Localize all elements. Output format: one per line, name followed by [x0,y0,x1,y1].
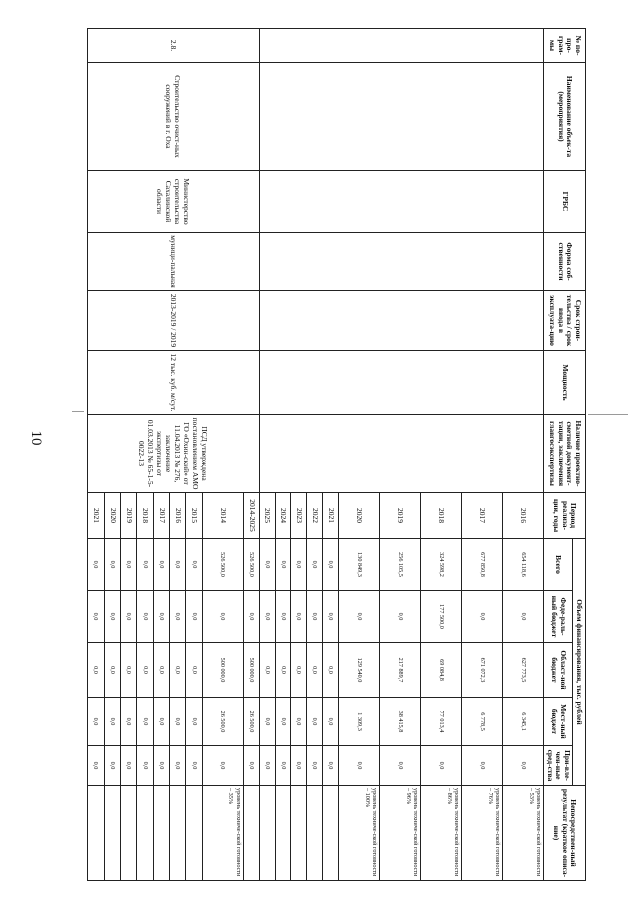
continued-empty-cell [259,63,543,171]
amount-cell-federal: 0,0 [243,591,259,643]
amount-cell-federal: 0,0 [120,591,136,643]
amount-cell-local: 6 345,1 [503,698,544,746]
table-body [88,29,544,881]
result-cell: уровень техниче-ской готовности – 76% [462,786,503,881]
amount-cell-regional: 500 000,0 [243,643,259,698]
left-margin-line [72,411,84,412]
amount-cell-total: 677 850,8 [462,539,503,591]
period-cell: 2016 [170,493,186,539]
result-cell: уровень техниче-ской готовности – 35% [202,786,243,881]
amount-cell-local: 1 309,3 [339,698,380,746]
amount-cell-local: 0,0 [170,698,186,746]
amount-cell-attracted: 0,0 [170,746,186,786]
amount-cell-regional: 0,0 [307,643,323,698]
amount-cell-attracted: 0,0 [259,746,275,786]
result-cell [120,786,136,881]
item-ownership: муници-пальная [88,233,260,291]
amount-cell-local: 0,0 [137,698,153,746]
header-num: № по-про-грам-мы [544,29,586,63]
funding-table [87,28,586,881]
result-cell [323,786,339,881]
result-cell [291,786,307,881]
amount-cell-federal: 0,0 [202,591,243,643]
amount-cell-regional: 627 773,5 [503,643,544,698]
amount-cell-attracted: 0,0 [421,746,462,786]
amount-cell-regional: 0,0 [120,643,136,698]
result-cell [307,786,323,881]
period-cell: 2016 [503,493,544,539]
amount-cell-total: 0,0 [259,539,275,591]
amount-cell-local: 0,0 [275,698,291,746]
amount-cell-total: 0,0 [186,539,202,591]
period-cell: 2019 [120,493,136,539]
period-cell: 2023 [291,493,307,539]
amount-cell-federal: 0,0 [275,591,291,643]
amount-cell-federal: 0,0 [323,591,339,643]
amount-cell-attracted: 0,0 [88,746,105,786]
amount-cell-total: 0,0 [275,539,291,591]
result-cell [243,786,259,881]
amount-cell-regional: 0,0 [291,643,307,698]
amount-cell-total: 526 500,0 [202,539,243,591]
result-cell [137,786,153,881]
period-cell: 2022 [307,493,323,539]
continued-empty-cell [259,415,543,493]
header-regional: Област-ной бюджет [544,643,573,698]
amount-cell-attracted: 0,0 [503,746,544,786]
amount-cell-regional: 0,0 [153,643,169,698]
period-cell: 2020 [339,493,380,539]
amount-cell-regional: 0,0 [186,643,202,698]
amount-cell-total: 0,0 [153,539,169,591]
result-cell: уровень техниче-ской готовности – 96% [380,786,421,881]
amount-cell-total: 130 849,3 [339,539,380,591]
page-number: 10 [28,430,44,446]
amount-cell-local: 0,0 [323,698,339,746]
amount-cell-total: 256 105,5 [380,539,421,591]
result-cell: уровень техниче-ской готовности – 53% [503,786,544,881]
amount-cell-federal: 0,0 [170,591,186,643]
amount-cell-federal: 0,0 [153,591,169,643]
amount-cell-attracted: 0,0 [307,746,323,786]
header-term: Срок строи-тельства / срок ввода в эксплуата-цию [544,291,586,351]
amount-cell-local: 0,0 [88,698,105,746]
amount-cell-total: 0,0 [104,539,120,591]
result-cell [186,786,202,881]
header-result: Непосредствен-ный результат (краткое описа-ние) [544,786,586,881]
continued-empty-cell [259,233,543,291]
amount-cell-regional: 69 084,8 [421,643,462,698]
amount-cell-local: 0,0 [120,698,136,746]
amount-cell-federal: 0,0 [137,591,153,643]
result-cell: уровень техниче-ской готовности – 100% [339,786,380,881]
item-psd: ПСД утверждена постановлением АМО ГО «Охин-ский» от 11.04.2013 № 276, заключение экспертизы от 01.03.2013 № 65-1-5-0022-13 [88,415,260,493]
continued-empty-cell [259,171,543,233]
amount-cell-total: 654 118,6 [503,539,544,591]
result-cell [88,786,105,881]
amount-cell-attracted: 0,0 [380,746,421,786]
amount-cell-total: 324 598,2 [421,539,462,591]
amount-cell-regional: 0,0 [259,643,275,698]
header-federal: Феде-раль-ный бюджет [544,591,573,643]
period-cell: 2014 [202,493,243,539]
amount-cell-federal: 177 500,0 [421,591,462,643]
amount-cell-total: 0,0 [120,539,136,591]
amount-cell-federal: 0,0 [307,591,323,643]
amount-cell-federal: 0,0 [259,591,275,643]
amount-cell-attracted: 0,0 [153,746,169,786]
amount-cell-attracted: 0,0 [339,746,380,786]
amount-cell-attracted: 0,0 [202,746,243,786]
amount-cell-attracted: 0,0 [243,746,259,786]
period-cell: 2024 [275,493,291,539]
period-cell: 2017 [153,493,169,539]
amount-cell-total: 0,0 [88,539,105,591]
amount-cell-federal: 0,0 [291,591,307,643]
amount-cell-local: 26 500,0 [202,698,243,746]
period-cell: 2020 [104,493,120,539]
item-term: 2013-2019 / 2019 [88,291,260,351]
rotated-table-container [87,28,586,880]
amount-cell-attracted: 0,0 [323,746,339,786]
header-capacity: Мощность [544,351,586,415]
period-cell: 2018 [421,493,462,539]
amount-cell-federal: 0,0 [380,591,421,643]
amount-cell-federal: 0,0 [104,591,120,643]
amount-cell-local: 26 500,0 [243,698,259,746]
header-attracted: При-вле-чен-ные сред-ства [544,746,573,786]
amount-cell-regional: 0,0 [137,643,153,698]
result-cell [104,786,120,881]
header-period: Период реализа-ции, годы [544,493,586,539]
amount-cell-regional: 129 540,0 [339,643,380,698]
amount-cell-local: 0,0 [104,698,120,746]
period-cell: 2019 [380,493,421,539]
period-cell: 2014-2025 [243,493,259,539]
item-grbs: Министерство строительства Сахалинской области [88,171,260,233]
amount-cell-local: 0,0 [186,698,202,746]
header-row-1 [573,29,586,881]
period-cell: 2021 [88,493,105,539]
amount-cell-federal: 0,0 [88,591,105,643]
item-capacity: 12 тыс. куб. м/сут. [88,351,260,415]
amount-cell-regional: 0,0 [88,643,105,698]
amount-cell-regional: 500 000,0 [202,643,243,698]
result-cell [275,786,291,881]
continued-empty-cell [259,29,543,63]
amount-cell-regional: 0,0 [275,643,291,698]
amount-cell-federal: 0,0 [503,591,544,643]
table-row [243,29,259,881]
result-cell [170,786,186,881]
amount-cell-local: 38 415,8 [380,698,421,746]
amount-cell-local: 0,0 [259,698,275,746]
amount-cell-total: 0,0 [291,539,307,591]
item-number: 2.8. [88,29,260,63]
result-cell [259,786,275,881]
amount-cell-local: 77 013,4 [421,698,462,746]
amount-cell-local: 6 778,5 [462,698,503,746]
header-ownership: Форма соб-ственности [544,233,586,291]
header-total: Всего [544,539,573,591]
amount-cell-federal: 0,0 [462,591,503,643]
header-funding-group: Объем финансирования, тыс. рублей [573,539,586,786]
amount-cell-attracted: 0,0 [104,746,120,786]
amount-cell-regional: 671 072,3 [462,643,503,698]
amount-cell-local: 0,0 [291,698,307,746]
amount-cell-local: 0,0 [307,698,323,746]
amount-cell-attracted: 0,0 [137,746,153,786]
amount-cell-total: 0,0 [170,539,186,591]
continued-empty-cell [259,291,543,351]
item-name: Строительство очист-ных сооружений в г. Оха [88,63,260,171]
amount-cell-local: 0,0 [153,698,169,746]
period-cell: 2025 [259,493,275,539]
amount-cell-federal: 0,0 [339,591,380,643]
amount-cell-attracted: 0,0 [291,746,307,786]
result-cell: уровень техниче-ской готовности – 86% [421,786,462,881]
period-cell: 2015 [186,493,202,539]
header-psd: Наличие проектно-сметной документ-тации, заключения главгосэкспертизы [544,415,586,493]
continued-empty-cell [259,351,543,415]
amount-cell-regional: 0,0 [170,643,186,698]
header-name: Наименование объек-та (мероприятия) [544,63,586,171]
period-cell: 2018 [137,493,153,539]
amount-cell-total: 0,0 [307,539,323,591]
result-cell [153,786,169,881]
amount-cell-federal: 0,0 [186,591,202,643]
amount-cell-total: 0,0 [323,539,339,591]
amount-cell-attracted: 0,0 [120,746,136,786]
header-grbs: ГРБС [544,171,586,233]
amount-cell-regional: 217 889,7 [380,643,421,698]
amount-cell-attracted: 0,0 [275,746,291,786]
table-row [503,29,544,881]
header-local: Мест-ный бюджет [544,698,573,746]
amount-cell-attracted: 0,0 [462,746,503,786]
amount-cell-attracted: 0,0 [186,746,202,786]
right-margin-line [588,414,628,415]
period-cell: 2021 [323,493,339,539]
amount-cell-total: 526 500,0 [243,539,259,591]
amount-cell-regional: 0,0 [323,643,339,698]
amount-cell-total: 0,0 [137,539,153,591]
amount-cell-regional: 0,0 [104,643,120,698]
period-cell: 2017 [462,493,503,539]
